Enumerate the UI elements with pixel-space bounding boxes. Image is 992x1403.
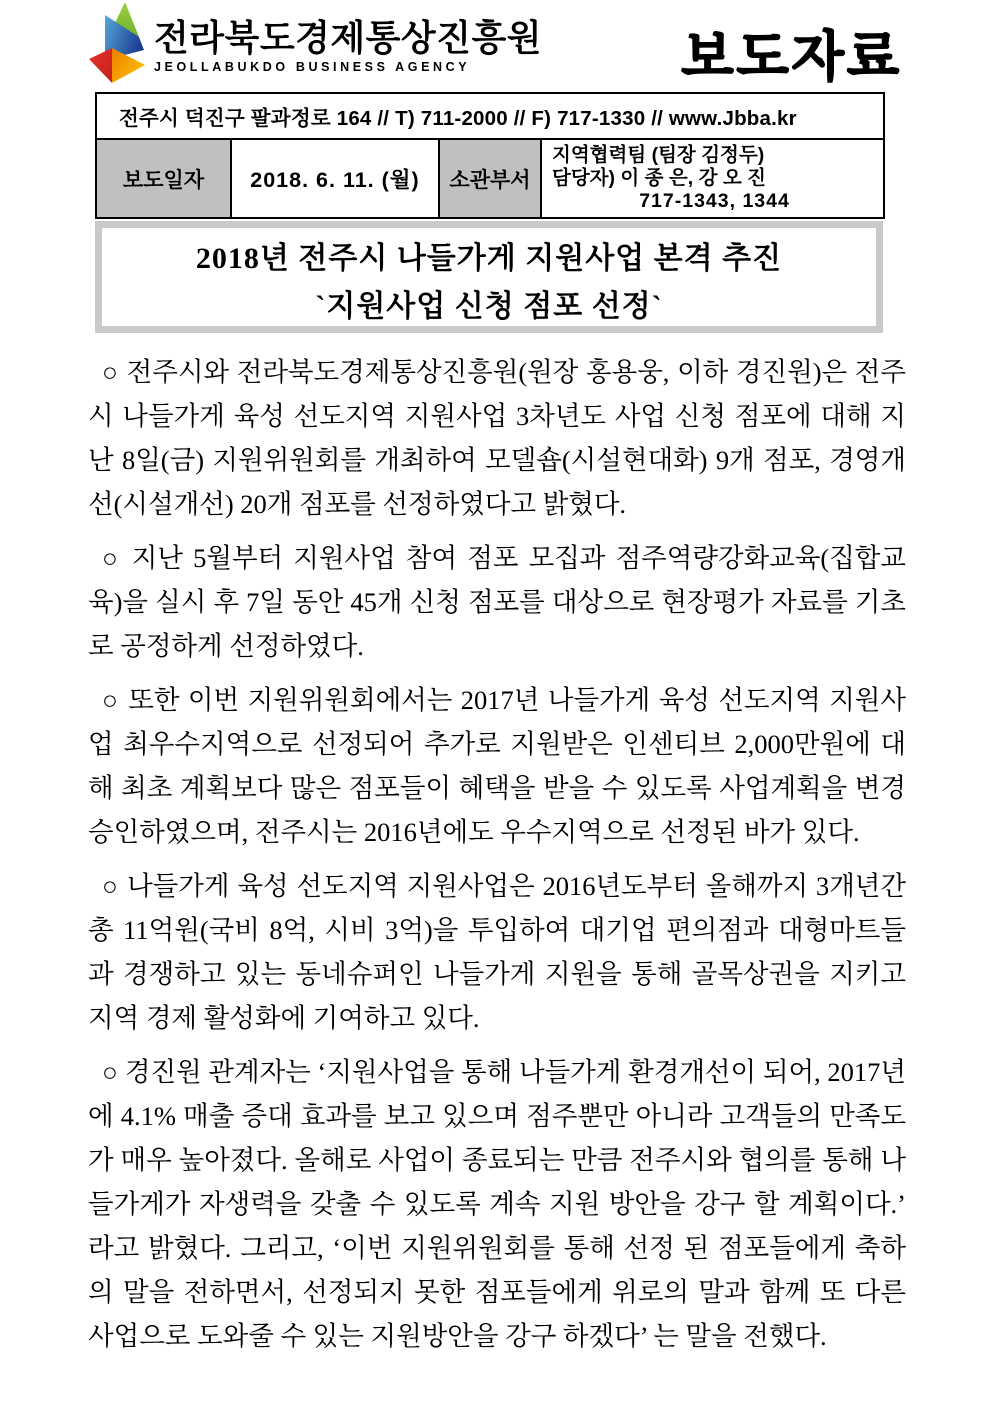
address-row [96,93,884,139]
department-info [541,139,884,218]
agency-logo [88,0,542,86]
body-paragraph-4: ○ 나들가게 육성 선도지역 지원사업은 2016년도부터 올해까지 3개년간 총 11억원(국비 8억, 시비 3억)을 투입하여 대기업 편의점과 대형마트들과 경쟁하고 있는 동네슈퍼인 나들가게 지원을 통해 골목상권을 지키고 지역 경제 활성화에 기여하고 있다. [88,871,906,1033]
body-paragraph-5: ○ 경진원 관계자는 ‘지원사업을 통해 나들가게 환경개선이 되어, 2017년에 4.1% 매출 증대 효과를 보고 있으며 점주뿐만 아니라 고객들의 만족도가 매우 높아졌다. 올해로 사업이 종료되는 만큼 전주시와 협의를 통해 나들가게가 자생력을 갖출 수 있도록 계속 지원 방안을 강구 할 계획이다.’ 라고 밝혔다. 그리고, ‘이번 지원위원회를 통해 선정 된 점포들에게 축하의 말을 전하면서, 선정되지 못한 점포들에게 위로의 말과 함께 또 다른 사업으로 도와줄 수 있는 지원방안을 강구 하겠다’ 는 말을 전했다. [88,1057,906,1351]
title-line-1: 2018년 전주시 나들가게 지원사업 본격 추진 [195,242,783,275]
department-team: 지역협력팀 (팀장 김정두) [552,144,765,166]
agency-logo-icon [88,2,146,86]
department-label: 소관부서 [439,139,541,218]
header [88,0,906,88]
press-info-table [95,92,885,219]
agency-name-english: JEOLLABUKDO BUSINESS AGENCY [154,60,471,74]
press-release-body [88,350,906,1368]
body-paragraph-3: ○ 또한 이번 지원위원회에서는 2017년 나들가게 육성 선도지역 지원사업 최우수지역으로 선정되어 추가로 지원받은 인센티브 2,000만원에 대해 최초 계획보다 많은 점포들이 혜택을 받을 수 있도록 사업계획을 변경 승인하였으며, 전주시는 2016년에도 우수지역으로 선정된 바가 있다. [88,685,906,847]
release-date-value: 2018. 6. 11. (월) [231,139,439,218]
agency-name-korean: 전라북도경제통상진흥원 [154,17,543,58]
document-type-title: 보도자료 [681,27,902,87]
department-phone: 717-1343, 1344 [639,190,790,212]
body-paragraph-1: ○ 전주시와 전라북도경제통상진흥원(원장 홍용웅, 이하 경진원)은 전주시 나들가게 육성 선도지역 지원사업 3차년도 사업 신청 점포에 대해 지난 8일(금) 지원위원회를 개최하여 모델숍(시설현대화) 9개 점포, 경영개선(시설개선) 20개 점포를 선정하였다고 밝혔다. [88,357,906,519]
title-line-2: `지원사업 신청 점포 선정` [315,290,663,323]
department-contacts: 담당자) 이 종 은, 강 오 진 [552,167,766,189]
body-paragraph-2: ○ 지난 5월부터 지원사업 참여 점포 모집과 점주역량강화교육(집합교육)을 실시 후 7일 동안 45개 신청 점포를 대상으로 현장평가 자료를 기초로 공정하게 선정하였다. [88,543,906,661]
press-release-title-box [95,221,883,333]
agency-address: 전주시 덕진구 팔과정로 164 // T) 711-2000 // F) 717-1330 // www.Jbba.kr [96,93,884,139]
release-date-label: 보도일자 [96,139,231,218]
agency-name [154,18,542,74]
release-info-row [96,139,884,218]
